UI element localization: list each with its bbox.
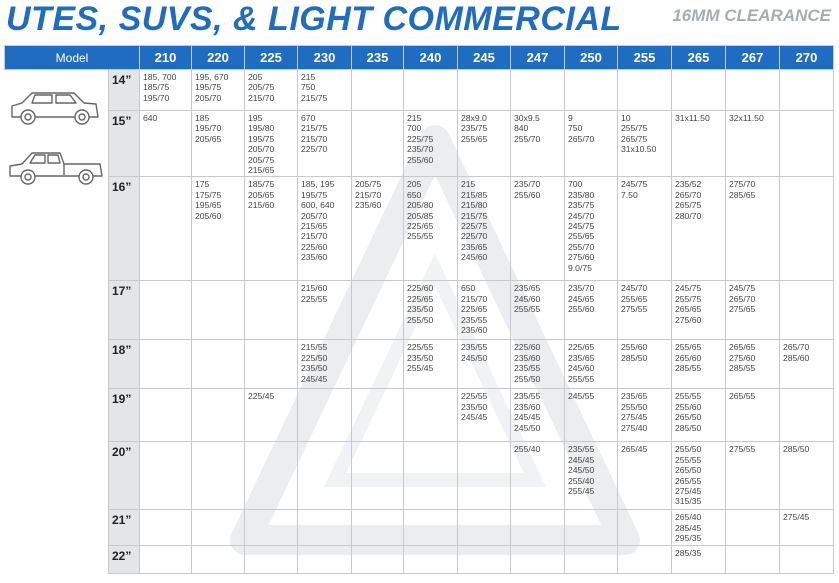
table-row: [5, 442, 834, 510]
tyre-size-cell: 275/70 285/65: [726, 177, 780, 281]
tyre-size-cell: 235/52 265/70 265/75 280/70: [672, 177, 726, 281]
width-header-265: 265: [672, 46, 726, 70]
tyre-size-cell: 255/50 255/55 265/50 265/55 275/45 315/35: [672, 442, 726, 510]
tyre-size-cell: 28x9.0 235/75 255/65: [458, 111, 511, 177]
tyre-size-cell: 225/45: [245, 389, 298, 442]
rim-size-label: 20”: [109, 442, 140, 510]
table-row: [5, 70, 834, 111]
width-header-235: 235: [352, 46, 404, 70]
model-header: Model: [5, 46, 140, 70]
tyre-size-cell: [352, 281, 404, 340]
tyre-size-cell: 235/55 245/50: [458, 340, 511, 389]
width-header-225: 225: [245, 46, 298, 70]
tyre-size-cell: 215 750 215/75: [298, 70, 352, 111]
tyre-size-cell: 225/60 225/65 235/50 255/50: [404, 281, 458, 340]
tyre-size-cell: [352, 340, 404, 389]
tyre-size-cell: [618, 70, 672, 111]
tyre-size-cell: [404, 546, 458, 574]
vehicle-column-spacer: [5, 510, 109, 546]
tyre-size-cell: 185, 195 195/75 600, 640 205/70 215/65 215/70 225/60 235/60: [298, 177, 352, 281]
tyre-size-cell: [192, 546, 245, 574]
tyre-size-cell: [404, 510, 458, 546]
tyre-size-cell: [458, 510, 511, 546]
tyre-size-cell: 205/75 215/70 235/60: [352, 177, 404, 281]
tyre-size-cell: [458, 442, 511, 510]
suv-icon: [12, 93, 98, 124]
rim-size-label: 21”: [109, 510, 140, 546]
tyre-size-cell: [298, 389, 352, 442]
vehicle-column-spacer: [5, 281, 109, 340]
page-title: UTES, SUVS, & LIGHT COMMERCIAL: [6, 0, 622, 38]
rim-size-label: 22”: [109, 546, 140, 574]
tyre-size-cell: 255/55 255/60 265/50 285/50: [672, 389, 726, 442]
tyre-size-cell: 235/70 255/60: [511, 177, 565, 281]
tyre-size-cell: 265/40 285/45 295/35: [672, 510, 726, 546]
tyre-size-cell: [192, 442, 245, 510]
tyre-size-cell: [565, 510, 618, 546]
tyre-size-cell: 245/75 255/75 265/65 275/60: [672, 281, 726, 340]
width-header-220: 220: [192, 46, 245, 70]
tyre-size-cell: [404, 70, 458, 111]
width-header-245: 245: [458, 46, 511, 70]
tyre-size-cell: 245/75 265/70 275/65: [726, 281, 780, 340]
tyre-size-cell: [140, 281, 192, 340]
width-header-210: 210: [140, 46, 192, 70]
tyre-size-cell: 265/70 285/60: [780, 340, 834, 389]
tyre-size-cell: 235/65 245/60 255/55: [511, 281, 565, 340]
tyre-size-cell: [511, 546, 565, 574]
tyre-size-cell: 265/65 275/60 285/55: [726, 340, 780, 389]
tyre-size-cell: 255/60 285/50: [618, 340, 672, 389]
tyre-size-cell: 245/55: [565, 389, 618, 442]
tyre-size-cell: 185/75 205/65 215/60: [245, 177, 298, 281]
tyre-size-cell: [298, 510, 352, 546]
tyre-size-cell: [140, 389, 192, 442]
vehicle-column-spacer: [5, 340, 109, 389]
tyre-size-cell: [458, 546, 511, 574]
table-row: [5, 546, 834, 574]
tyre-size-cell: 245/75 7.50: [618, 177, 672, 281]
tyre-size-cell: 205 205/75 215/70: [245, 70, 298, 111]
vehicle-column-spacer: [5, 546, 109, 574]
tyre-size-cell: [618, 510, 672, 546]
vehicle-column-spacer: [5, 442, 109, 510]
tyre-size-cell: [245, 510, 298, 546]
tyre-size-cell: [352, 389, 404, 442]
tyre-size-cell: [404, 389, 458, 442]
tyre-size-cell: [726, 546, 780, 574]
tyre-size-cell: [780, 111, 834, 177]
width-header-250: 250: [565, 46, 618, 70]
tyre-size-cell: [192, 340, 245, 389]
tyre-size-cell: 235/55 235/60 245/45 245/50: [511, 389, 565, 442]
table-row: [5, 389, 834, 442]
tyre-size-cell: 31x11.50: [672, 111, 726, 177]
tyre-size-cell: 275/55: [726, 442, 780, 510]
tyre-size-cell: 235/55 245/45 245/50 255/40 255/45: [565, 442, 618, 510]
tyre-size-cell: 265/45: [618, 442, 672, 510]
tyre-size-cell: [192, 389, 245, 442]
width-header-270: 270: [780, 46, 834, 70]
vehicle-icons: [8, 84, 108, 194]
tyre-size-cell: [298, 442, 352, 510]
tyre-size-cell: 225/55 235/50 245/45: [458, 389, 511, 442]
clearance-table: [4, 45, 834, 574]
tyre-size-cell: [780, 70, 834, 111]
width-header-230: 230: [298, 46, 352, 70]
tyre-size-cell: 275/45: [780, 510, 834, 546]
width-header-247: 247: [511, 46, 565, 70]
tyre-size-cell: 235/70 245/65 255/60: [565, 281, 618, 340]
tyre-size-cell: 650 215/70 225/65 235/55 235/60: [458, 281, 511, 340]
tyre-size-cell: 285/35: [672, 546, 726, 574]
tyre-size-cell: 225/65 235/65 245/60 255/55: [565, 340, 618, 389]
tyre-size-cell: [780, 389, 834, 442]
tyre-size-cell: [780, 281, 834, 340]
tyre-size-cell: 255/40: [511, 442, 565, 510]
rim-size-label: 19”: [109, 389, 140, 442]
ute-icon: [10, 153, 102, 184]
table-row: [5, 111, 834, 177]
vehicle-column-spacer: [5, 389, 109, 442]
tyre-size-cell: [726, 70, 780, 111]
tyre-size-cell: 175 175/75 195/65 205/60: [192, 177, 245, 281]
tyre-size-cell: [352, 442, 404, 510]
tyre-size-cell: [726, 510, 780, 546]
width-header-267: 267: [726, 46, 780, 70]
tyre-size-cell: [245, 546, 298, 574]
tyre-size-cell: 185 195/70 205/65: [192, 111, 245, 177]
tyre-size-cell: [245, 442, 298, 510]
tyre-size-cell: [352, 70, 404, 111]
tyre-size-cell: [404, 442, 458, 510]
tyre-size-cell: [511, 70, 565, 111]
tyre-size-cell: [511, 510, 565, 546]
tyre-size-cell: 215 215/85 215/80 215/75 225/75 225/70 235/65 245/60: [458, 177, 511, 281]
tyre-size-cell: 225/55 235/50 255/45: [404, 340, 458, 389]
rim-size-label: 17”: [109, 281, 140, 340]
tyre-size-cell: 215/60 225/55: [298, 281, 352, 340]
tyre-size-cell: [192, 281, 245, 340]
tyre-size-cell: 670 215/75 215/70 225/70: [298, 111, 352, 177]
tyre-size-cell: 195 195/80 195/75 205/70 205/75 215/65: [245, 111, 298, 177]
tyre-size-cell: 205 650 205/80 205/85 225/65 255/55: [404, 177, 458, 281]
tyre-size-cell: [140, 546, 192, 574]
tyre-size-cell: [672, 70, 726, 111]
tyre-size-cell: [245, 281, 298, 340]
tyre-size-cell: [140, 442, 192, 510]
tyre-size-cell: [192, 510, 245, 546]
tyre-size-cell: 265/55: [726, 389, 780, 442]
tyre-size-cell: [618, 546, 672, 574]
rim-size-label: 16”: [109, 177, 140, 281]
tyre-size-cell: 700 235/80 235/75 245/70 245/75 255/65 255/70 275/60 9.0/75: [565, 177, 618, 281]
tyre-size-cell: [780, 177, 834, 281]
tyre-size-cell: [352, 111, 404, 177]
tyre-size-cell: 32x11.50: [726, 111, 780, 177]
tyre-size-cell: 185, 700 185/75 195/70: [140, 70, 192, 111]
tyre-size-cell: 235/65 255/50 275/45 275/40: [618, 389, 672, 442]
tyre-size-cell: [298, 546, 352, 574]
tyre-size-cell: [458, 70, 511, 111]
rim-size-label: 15”: [109, 111, 140, 177]
tyre-size-cell: 245/70 255/65 275/55: [618, 281, 672, 340]
rim-size-label: 14”: [109, 70, 140, 111]
table-row: [5, 510, 834, 546]
width-header-240: 240: [404, 46, 458, 70]
tyre-size-cell: 285/50: [780, 442, 834, 510]
tyre-size-cell: 30x9.5 840 255/70: [511, 111, 565, 177]
clearance-label: 16MM CLEARANCE: [672, 6, 831, 25]
tyre-size-cell: [565, 70, 618, 111]
table-row: [5, 281, 834, 340]
tyre-size-cell: 215 700 225/75 235/70 255/60: [404, 111, 458, 177]
tyre-size-cell: 195, 670 195/75 205/70: [192, 70, 245, 111]
tyre-size-cell: [140, 340, 192, 389]
tyre-size-cell: [780, 546, 834, 574]
table-row: [5, 177, 834, 281]
tyre-size-cell: 255/65 265/60 285/55: [672, 340, 726, 389]
rim-size-label: 18”: [109, 340, 140, 389]
tyre-size-cell: [245, 340, 298, 389]
tyre-size-cell: 225/60 235/60 235/55 255/50: [511, 340, 565, 389]
tyre-size-cell: [352, 510, 404, 546]
tyre-size-cell: 10 255/75 265/75 31x10.50: [618, 111, 672, 177]
tyre-size-cell: [352, 546, 404, 574]
width-header-255: 255: [618, 46, 672, 70]
tyre-size-cell: 9 750 265/70: [565, 111, 618, 177]
tyre-size-cell: [140, 510, 192, 546]
tyre-size-cell: 215/55 225/50 235/50 245/45: [298, 340, 352, 389]
tyre-size-cell: 640: [140, 111, 192, 177]
tyre-size-cell: [140, 177, 192, 281]
header-row: [5, 46, 834, 70]
table-row: [5, 340, 834, 389]
tyre-size-cell: [565, 546, 618, 574]
